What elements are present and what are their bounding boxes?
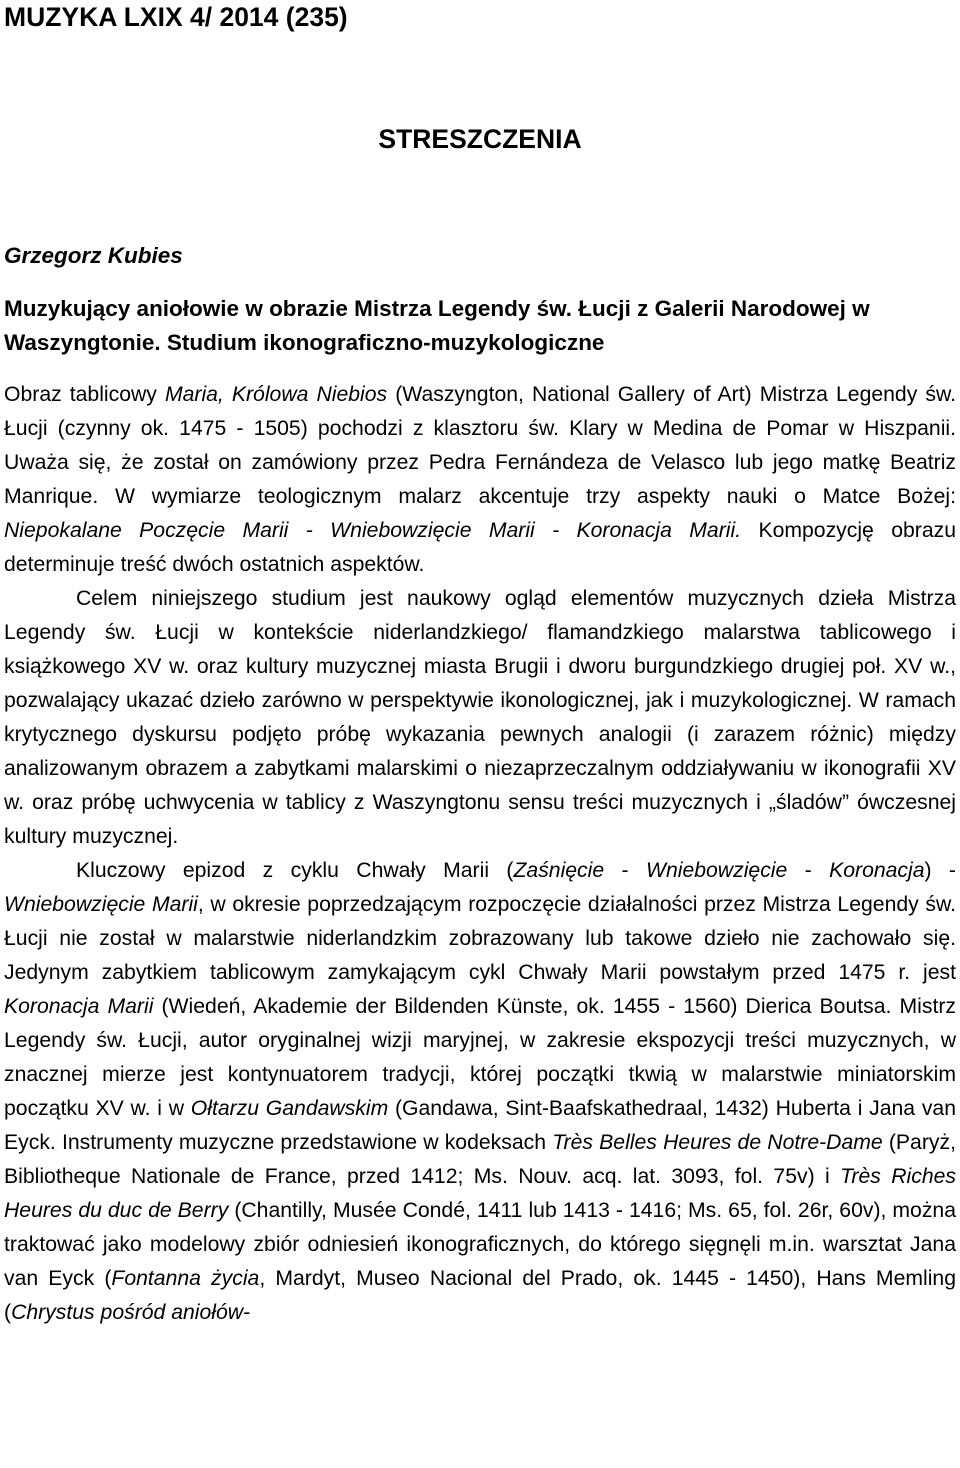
abstract-body — [4, 378, 956, 1330]
text-run: Obraz tablicowy — [4, 383, 165, 406]
italic-text-run: Très Riches Heures du duc de Berry — [4, 1165, 956, 1222]
text-run: ) - — [924, 859, 956, 882]
text-run: Kompozycję obrazu determinuje treść dwóch ostatnich aspektów. — [4, 519, 956, 576]
text-run: (Gandawa, Sint-Baafskathedraal, 1432) Huberta i Jana van Eyck. Instrumenty muzyczne przedstawione w kodeksach — [4, 1097, 956, 1154]
italic-text-run: Wniebowzięcie — [645, 859, 788, 882]
article-author: Grzegorz Kubies — [4, 243, 183, 268]
text-run: Celem niniejszego studium jest naukowy ogląd elementów muzycznych dzieła Mistrza Legendy św. Łucji w kontekście niderlandzkiego/ flamandzkiego malarstwa tablicowego i książkowego XV w. oraz kultury muzycznej miasta Brugii i dworu burgundzkiego drugiej poł. XV w., pozwalający ukazać dzieło zarówno w perspektywie ikonologicznej, jak i muzykologicznej. W ramach krytycznego dyskursu podjęto próbę wykazania pewnych analogii (i zarazem różnic) między analizowanym obrazem a zabytkami malarskimi o niezaprzeczalnym oddziaływaniu w ikonografii XV w. oraz próbę uchwycenia w tablicy z Waszyngtonu sensu treści muzycznych i „śladów” ówczesnej kultury muzycznej. — [4, 587, 956, 848]
text-run: (Paryż, Bibliotheque Nationale de France, przed 1412; Ms. Nouv. acq. lat. 3093, fol. 75v) i — [4, 1131, 956, 1188]
text-run: (Waszyngton, National Gallery of Art) Mistrza Legendy św. Łucji (czynny ok. 1475 - 1505) pochodzi z klasztoru św. Klary w Medina de Pomar w Hiszpanii. Uważa się, że został on zamówiony przez Pedra Fernándeza de Velasco lub jego matkę Beatriz Manrique. W wymiarze teologicznym malarz akcentuje trzy aspekty nauki o Matce Bożej: — [4, 383, 956, 508]
text-run: - — [787, 859, 830, 882]
text-run: - — [604, 859, 646, 882]
text-run: Kluczowy epizod z cyklu Chwały Marii ( — [76, 859, 514, 882]
text-run: (Chantilly, Musée Condé, 1411 lub 1413 - 1416; Ms. 65, fol. 26r, 60v), można traktować jako modelowy zbiór odniesień ikonograficznych, do którego sięgnęli m.in. warsztat Jana van Eyck ( — [4, 1199, 956, 1290]
italic-text-run: Très Belles Heures de Notre-Dame — [552, 1131, 883, 1154]
italic-text-run: Ołtarzu Gandawskim — [190, 1097, 389, 1120]
italic-text-run: Koronacja Marii — [4, 995, 154, 1018]
text-run: (Wiedeń, Akademie der Bildenden Künste, ok. 1455 - 1560) Dierica Boutsa. Mistrz Legendy św. Łucji, autor oryginalnej wizji maryjnej, w zakresie ekspozycji treści muzycznych, w znacznej mierze jest kontynuatorem tradycji, której początki tkwią w malarstwie miniatorskim początku XV w. i w — [4, 995, 956, 1120]
section-title: STRESZCZENIA — [378, 124, 582, 154]
abstract-paragraph-3 — [4, 854, 956, 1330]
text-run: , Mardyt, Museo Nacional del Prado, ok. 1445 - 1450), Hans Memling ( — [4, 1267, 956, 1324]
abstract-paragraph-2 — [4, 582, 956, 854]
article-title: Muzykujący aniołowie w obrazie Mistrza Legendy św. Łucji z Galerii Narodowej w Waszyngtonie. Studium ikonograficzno-muzykologiczne — [4, 296, 870, 355]
italic-text-run: Zaśnięcie — [513, 859, 605, 882]
italic-text-run: Fontanna życia — [111, 1267, 260, 1290]
italic-text-run: Chrystus pośród aniołów- — [11, 1301, 251, 1324]
italic-text-run: Niepokalane Poczęcie Marii - Wniebowzięcie Marii - Koronacja Marii. — [4, 519, 742, 542]
text-run: , w okresie poprzedzającym rozpoczęcie działalności przez Mistrza Legendy św. Łucji nie został w malarstwie niderlandzkim zobrazowany lub takowe dzieło nie zachowało się. Jedynym zabytkiem tablicowym zamykającym cykl Chwały Marii powstałym przed 1475 r. jest — [4, 893, 956, 984]
abstract-paragraph-1 — [4, 378, 956, 582]
italic-text-run: Wniebowzięcie Marii — [4, 893, 198, 916]
italic-text-run: Maria, Królowa Niebios — [164, 383, 388, 406]
journal-header: MUZYKA LXIX 4/ 2014 (235) — [4, 2, 348, 32]
italic-text-run: Koronacja — [829, 859, 925, 882]
